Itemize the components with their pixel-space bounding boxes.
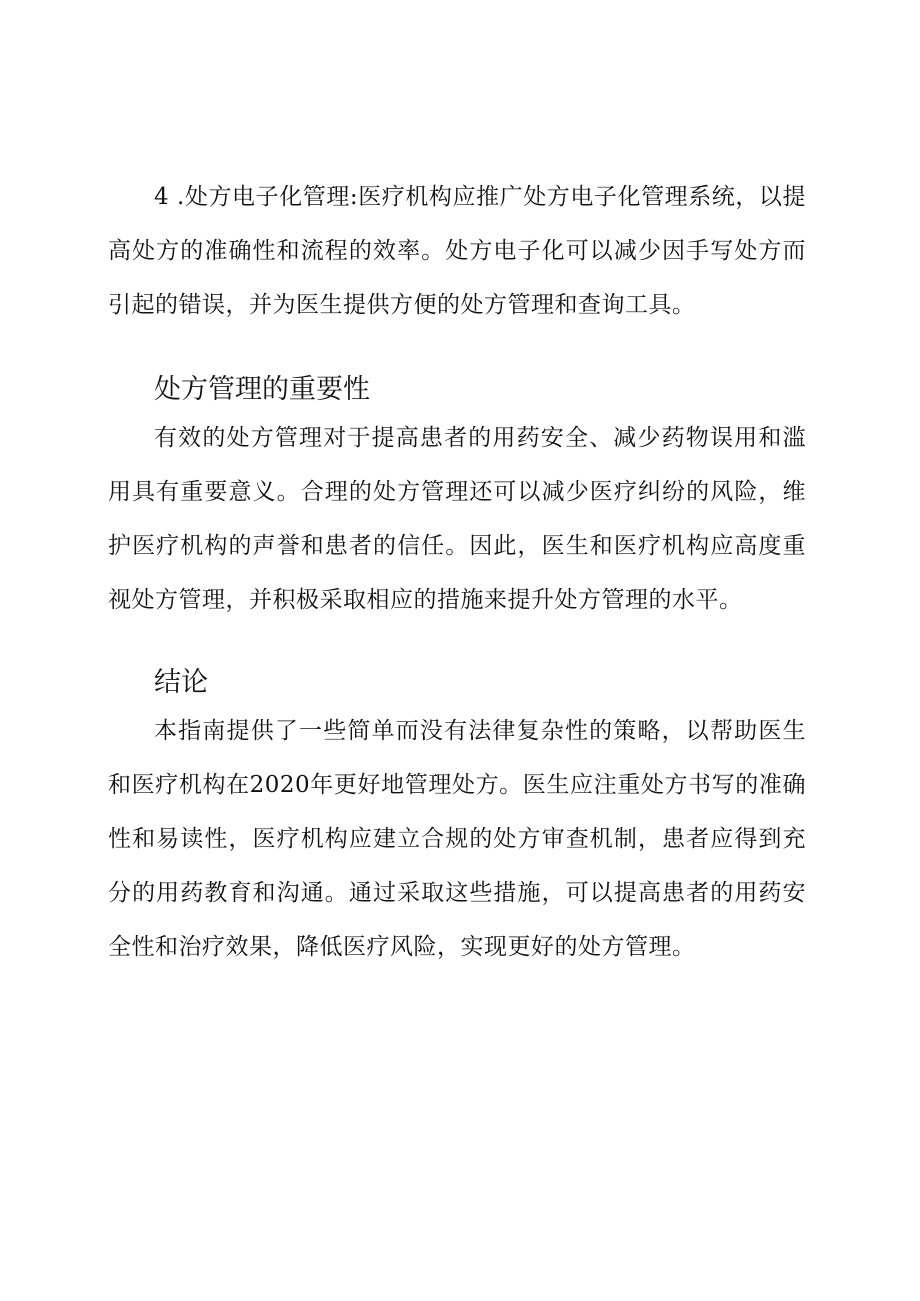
item-4-paragraph: 4 .处方电子化管理:医疗机构应推广处方电子化管理系统，以提高处方的准确性和流程的效率。处方电子化可以减少因手写处方而引起的错误，并为医生提供方便的处方管理和查询工具。	[108, 184, 806, 318]
conclusion-paragraph: 本指南提供了一些简单而没有法律复杂性的策略，以帮助医生和医疗机构在2020年更好地管理处方。医生应注重处方书写的准确性和易读性，医疗机构应建立合规的处方审查机制，患者应得到充分的用药教育和沟通。通过采取这些措施，可以提高患者的用药安全性和治疗效果，降低医疗风险，实现更好的处方管理。	[108, 718, 806, 960]
importance-paragraph: 有效的处方管理对于提高患者的用药安全、减少药物误用和滥用具有重要意义。合理的处方管理还可以减少医疗纠纷的风险，维护医疗机构的声誉和患者的信任。因此，医生和医疗机构应高度重视处方管理，并积极采取相应的措施来提升处方管理的水平。	[108, 425, 806, 613]
conclusion-heading: 结论	[154, 667, 208, 698]
importance-heading: 处方管理的重要性	[154, 374, 370, 405]
